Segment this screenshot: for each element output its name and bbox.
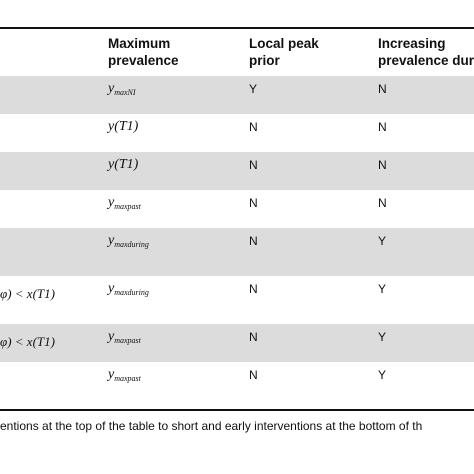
- local-peak-cell: N: [249, 330, 258, 344]
- increasing-cell: N: [378, 120, 387, 134]
- max-prevalence-argument: (T1): [114, 157, 139, 172]
- header-local-peak: Local peak prior: [249, 36, 319, 68]
- max-prevalence-argument: (T1): [114, 119, 139, 134]
- max-prevalence-cell: [108, 330, 141, 344]
- max-prevalence-symbol: y: [108, 367, 115, 382]
- local-peak-cell: N: [249, 158, 258, 172]
- table-top-rule: [0, 27, 474, 29]
- max-prevalence-cell: [108, 368, 141, 382]
- table-row: [0, 228, 474, 276]
- table-row: [0, 324, 474, 362]
- max-prevalence-cell: [108, 234, 149, 248]
- max-prevalence-subscript: maxduring: [114, 288, 149, 297]
- increasing-cell: N: [378, 196, 387, 210]
- local-peak-cell: Y: [249, 82, 258, 96]
- increasing-cell: Y: [378, 368, 387, 382]
- local-peak-cell: N: [249, 368, 258, 382]
- max-prevalence-subscript: maxpast: [114, 374, 141, 383]
- max-prevalence-cell: [108, 120, 138, 134]
- increasing-cell: N: [378, 82, 387, 96]
- condition-cell: φ) < x(T1): [0, 286, 55, 301]
- table-row: [0, 152, 474, 190]
- max-prevalence-subscript: maxNI: [114, 88, 136, 97]
- max-prevalence-symbol: y: [108, 81, 115, 96]
- max-prevalence-cell: [108, 158, 138, 172]
- max-prevalence-subscript: maxpast: [114, 336, 141, 345]
- table-row: [0, 190, 474, 228]
- header-max-prevalence: Maximum prevalence: [108, 36, 179, 68]
- condition-cell: φ) < x(T1): [0, 334, 55, 349]
- max-prevalence-subscript: maxduring: [114, 240, 149, 249]
- local-peak-cell: N: [249, 120, 258, 134]
- local-peak-cell: N: [249, 196, 258, 210]
- max-prevalence-symbol: y: [108, 195, 115, 210]
- max-prevalence-cell: [108, 196, 141, 210]
- max-prevalence-symbol: y: [108, 119, 115, 134]
- max-prevalence-symbol: y: [108, 329, 115, 344]
- local-peak-cell: N: [249, 234, 258, 248]
- max-prevalence-symbol: y: [108, 233, 115, 248]
- max-prevalence-subscript: maxpast: [114, 202, 141, 211]
- increasing-cell: Y: [378, 282, 387, 296]
- table-row: [0, 276, 474, 324]
- table-bottom-rule: [0, 409, 474, 411]
- increasing-cell: N: [378, 158, 387, 172]
- increasing-cell: Y: [378, 330, 387, 344]
- table-row: [0, 76, 474, 114]
- table-footnote: entions at the top of the table to short and early interventions at the bottom of th: [0, 419, 423, 433]
- max-prevalence-cell: [108, 282, 149, 296]
- table-row: [0, 114, 474, 152]
- max-prevalence-symbol: y: [108, 157, 115, 172]
- max-prevalence-symbol: y: [108, 281, 115, 296]
- local-peak-cell: N: [249, 282, 258, 296]
- max-prevalence-cell: [108, 82, 136, 96]
- header-increasing: Increasing prevalence dur: [378, 36, 474, 68]
- table-row: [0, 362, 474, 400]
- increasing-cell: Y: [378, 234, 387, 248]
